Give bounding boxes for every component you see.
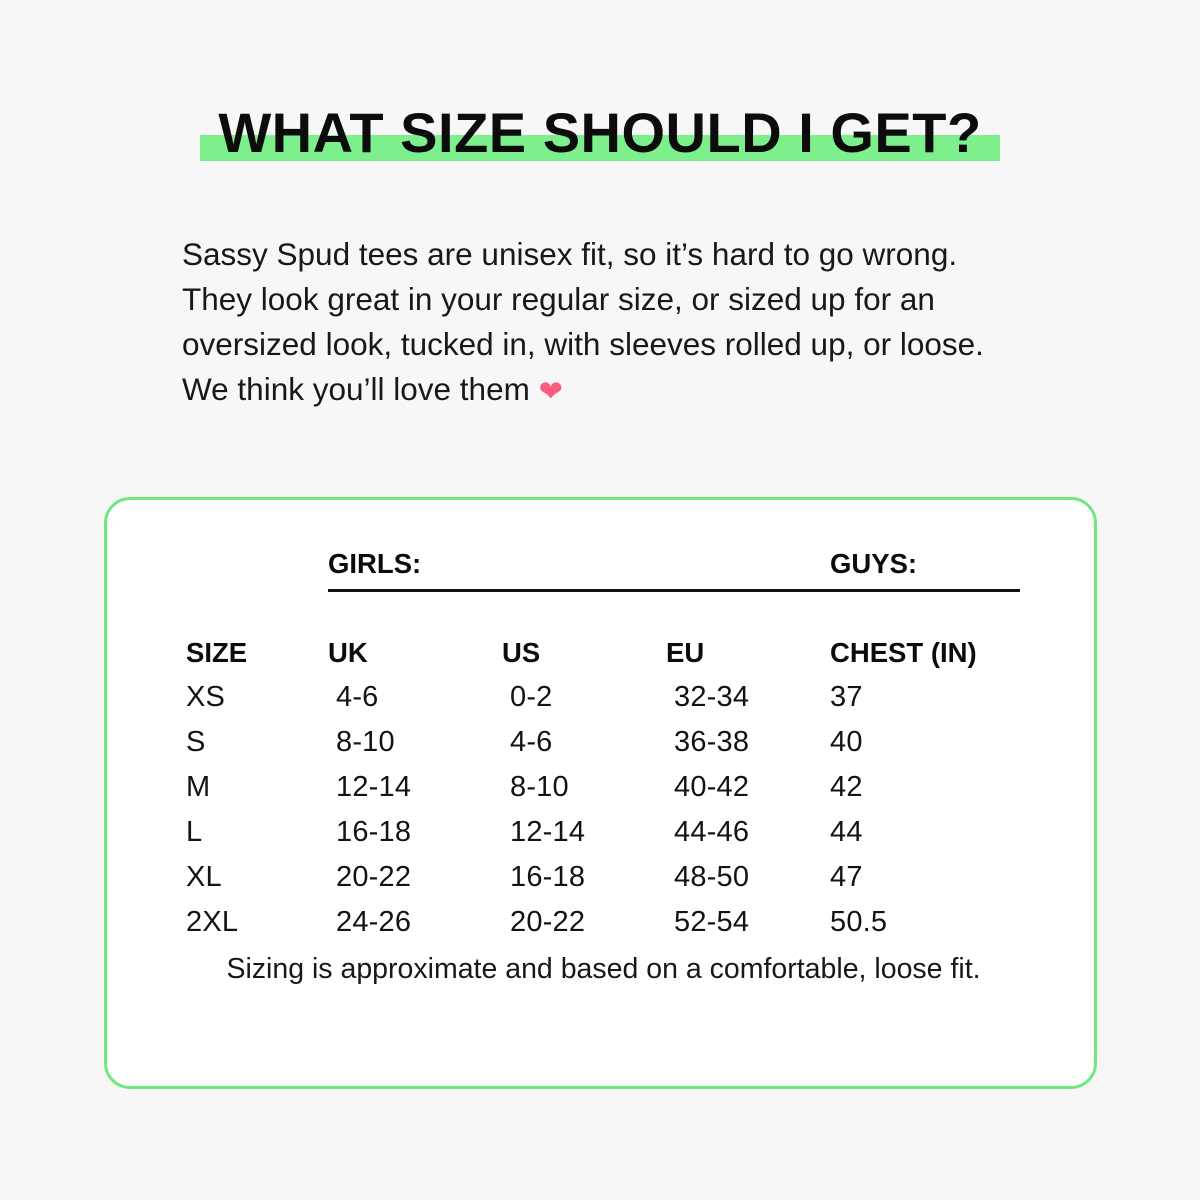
cell-size: 2XL <box>186 906 239 938</box>
cell-chest: 47 <box>830 861 863 893</box>
cell-uk: 20-22 <box>336 861 412 893</box>
cell-eu: 40-42 <box>674 771 750 803</box>
column-header-us: US <box>502 637 541 668</box>
column-header-size: SIZE <box>186 637 248 668</box>
page-title <box>0 100 1200 165</box>
cell-size: XS <box>186 681 226 713</box>
cell-uk: 24-26 <box>336 906 412 938</box>
table-row <box>186 849 1020 894</box>
table-row <box>186 669 1020 714</box>
cell-us: 20-22 <box>510 906 586 938</box>
column-header-chest: CHEST (IN) <box>830 637 977 668</box>
table-row <box>186 894 1020 939</box>
column-header-eu: EU <box>666 637 705 668</box>
table-row <box>186 759 1020 804</box>
group-header-guys-label: GUYS: <box>830 548 1020 592</box>
group-header-guys <box>830 546 1020 592</box>
cell-size: XL <box>186 861 222 893</box>
sizing-footnote: Sizing is approximate and based on a comfortable, loose fit. <box>226 953 981 985</box>
group-header-girls <box>328 546 830 592</box>
table-header-row <box>186 592 1020 669</box>
cell-eu: 36-38 <box>674 726 750 758</box>
page-title-text: WHAT SIZE SHOULD I GET? <box>218 101 982 164</box>
cell-uk: 16-18 <box>336 816 412 848</box>
table-group-row <box>186 546 1020 592</box>
cell-uk: 8-10 <box>336 726 395 758</box>
size-table <box>186 546 1020 939</box>
intro-paragraph <box>182 232 1032 415</box>
cell-us: 4-6 <box>510 726 553 758</box>
group-spacer <box>186 546 328 592</box>
size-chart-card <box>104 497 1097 1089</box>
cell-us: 0-2 <box>510 681 553 713</box>
cell-us: 16-18 <box>510 861 586 893</box>
cell-chest: 50.5 <box>830 906 888 938</box>
cell-size: M <box>186 771 211 803</box>
cell-chest: 40 <box>830 726 863 758</box>
cell-chest: 37 <box>830 681 863 713</box>
cell-chest: 42 <box>830 771 863 803</box>
cell-us: 8-10 <box>510 771 569 803</box>
group-header-girls-label: GIRLS: <box>328 548 830 592</box>
cell-size: S <box>186 726 206 758</box>
cell-uk: 12-14 <box>336 771 412 803</box>
cell-eu: 32-34 <box>674 681 750 713</box>
table-row <box>186 714 1020 759</box>
table-row <box>186 804 1020 849</box>
cell-uk: 4-6 <box>336 681 379 713</box>
column-header-uk: UK <box>328 637 368 668</box>
cell-us: 12-14 <box>510 816 586 848</box>
heart-icon: ❤ <box>538 376 563 408</box>
cell-eu: 44-46 <box>674 816 750 848</box>
intro-text: Sassy Spud tees are unisex fit, so it’s hard to go wrong. They look great in your regular size, or sized up for an oversized look, tucked in, with sleeves rolled up, or loose. We think you’ll love them <box>182 236 984 407</box>
cell-eu: 52-54 <box>674 906 750 938</box>
cell-eu: 48-50 <box>674 861 750 893</box>
size-table-container <box>107 500 1100 939</box>
cell-size: L <box>186 816 203 848</box>
cell-chest: 44 <box>830 816 863 848</box>
